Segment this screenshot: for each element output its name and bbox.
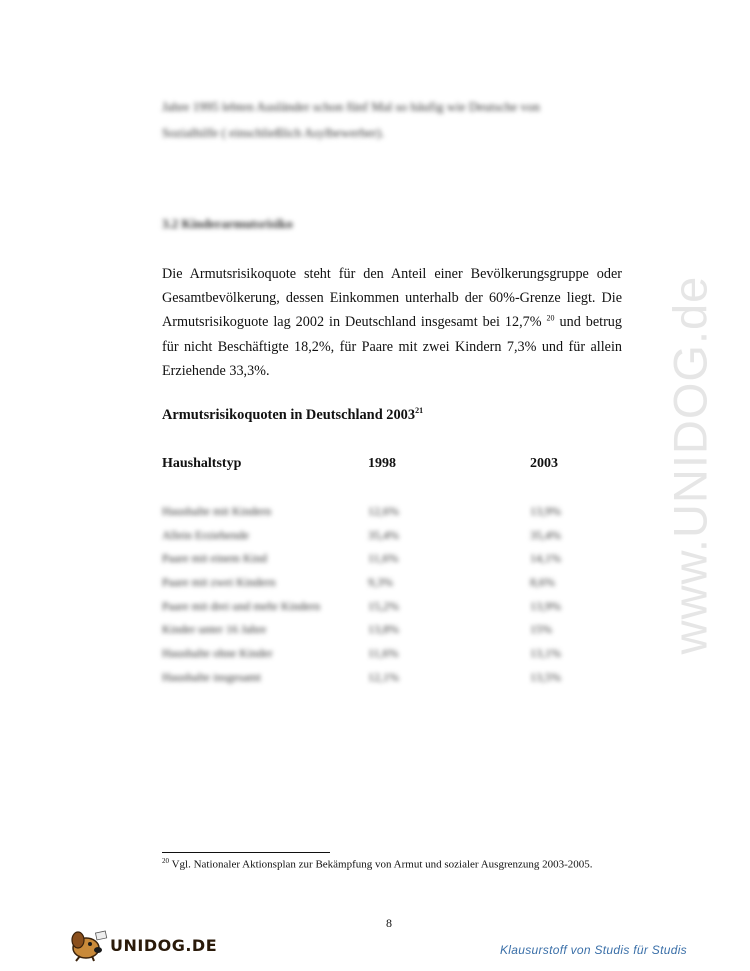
table-header-2003: 2003 xyxy=(530,456,558,471)
table-cell: 11,6% xyxy=(368,646,399,661)
table-cell: 8,6% xyxy=(530,575,555,590)
table-row xyxy=(162,549,622,573)
table-cell: 35,4% xyxy=(530,527,561,542)
footnote-number: 20 xyxy=(162,857,169,865)
table-title xyxy=(162,406,423,424)
logo-text: UNIDOG.DE xyxy=(110,936,218,955)
table-cell: 13,5% xyxy=(530,669,561,684)
table-row xyxy=(162,502,622,526)
table-row xyxy=(162,668,622,692)
body-text-part-1: Die Armutsrisikoquote steht für den Anteil einer Bevölkerungsgruppe oder Gesamtbevölkerung, dessen Einkommen unterhalb der 60%-Grenze liegt. Die Armutsrisikoguote lag 2002 in Deutschland insgesamt bei 12,7% xyxy=(162,266,622,331)
table-cell: 12,6% xyxy=(368,504,399,518)
table-cell: 12,1% xyxy=(368,669,399,684)
tagline: Klausurstoff von Studis für Studis xyxy=(500,943,687,957)
table-cell: Paare mit drei und mehr Kindern xyxy=(162,598,321,613)
section-heading: 3.2 Kinderarmutsrisiko xyxy=(162,216,293,231)
table-cell: 14,1% xyxy=(530,551,561,566)
unidog-logo xyxy=(66,926,218,962)
intro-line-1: Jahre 1995 lebten Ausländer schon fünf Mal so häufig wie Deutsche von xyxy=(162,99,540,114)
footnote xyxy=(162,857,593,871)
page-number: 8 xyxy=(386,916,392,930)
table-row xyxy=(162,526,622,550)
table-cell: Kinder unter 16 Jahre xyxy=(162,622,267,637)
table-cell: 15% xyxy=(530,622,552,637)
table-cell: Allein Erziehende xyxy=(162,527,249,542)
body-text-part-2: und betrug für nicht Beschäftigte 18,2%, für Paare mit zwei Kindern 7,3% und für allein Erziehende 33,3%. xyxy=(162,314,622,379)
dog-mascot-icon xyxy=(66,926,110,962)
table-cell: 13,9% xyxy=(530,598,561,613)
table-body xyxy=(162,502,622,692)
table-cell: Haushalte insgesamt xyxy=(162,669,261,684)
intro-paragraph xyxy=(162,94,622,146)
footnote-text: Vgl. Nationaler Aktionsplan zur Bekämpfung von Armut und sozialer Ausgrenzung 2003-2005. xyxy=(171,858,593,871)
table-cell: 35,4% xyxy=(368,527,399,542)
table-title-footnote: 21 xyxy=(415,406,424,415)
table-row xyxy=(162,620,622,644)
watermark-text: www.UNIDOG.de xyxy=(663,275,717,655)
intro-line-2: Sozialhilfe ( einschließlich Asylbewerber). xyxy=(162,125,385,140)
table-cell: 15,2% xyxy=(368,598,399,613)
table-header-1998: 1998 xyxy=(368,456,396,471)
table-row xyxy=(162,597,622,621)
table-cell: 13,1% xyxy=(530,646,561,661)
body-paragraph xyxy=(162,262,622,383)
table-cell: Paare mit einem Kind xyxy=(162,551,267,566)
table-header-type: Haushaltstyp xyxy=(162,456,242,471)
table-cell: Haushalte mit Kindern xyxy=(162,504,272,518)
table-cell: Haushalte ohne Kinder xyxy=(162,646,273,661)
table-cell: 13,8% xyxy=(368,622,399,637)
footnote-reference: 20 xyxy=(546,313,555,323)
table-cell: 13,9% xyxy=(530,504,561,518)
table-cell: 11,6% xyxy=(368,551,399,566)
table-cell: Paare mit zwei Kindern xyxy=(162,575,276,590)
table-cell: 9,3% xyxy=(368,575,393,590)
table-title-text: Armutsrisikoquoten in Deutschland 2003 xyxy=(162,406,416,423)
table-row xyxy=(162,644,622,668)
footnote-separator xyxy=(162,852,330,853)
table-row xyxy=(162,573,622,597)
